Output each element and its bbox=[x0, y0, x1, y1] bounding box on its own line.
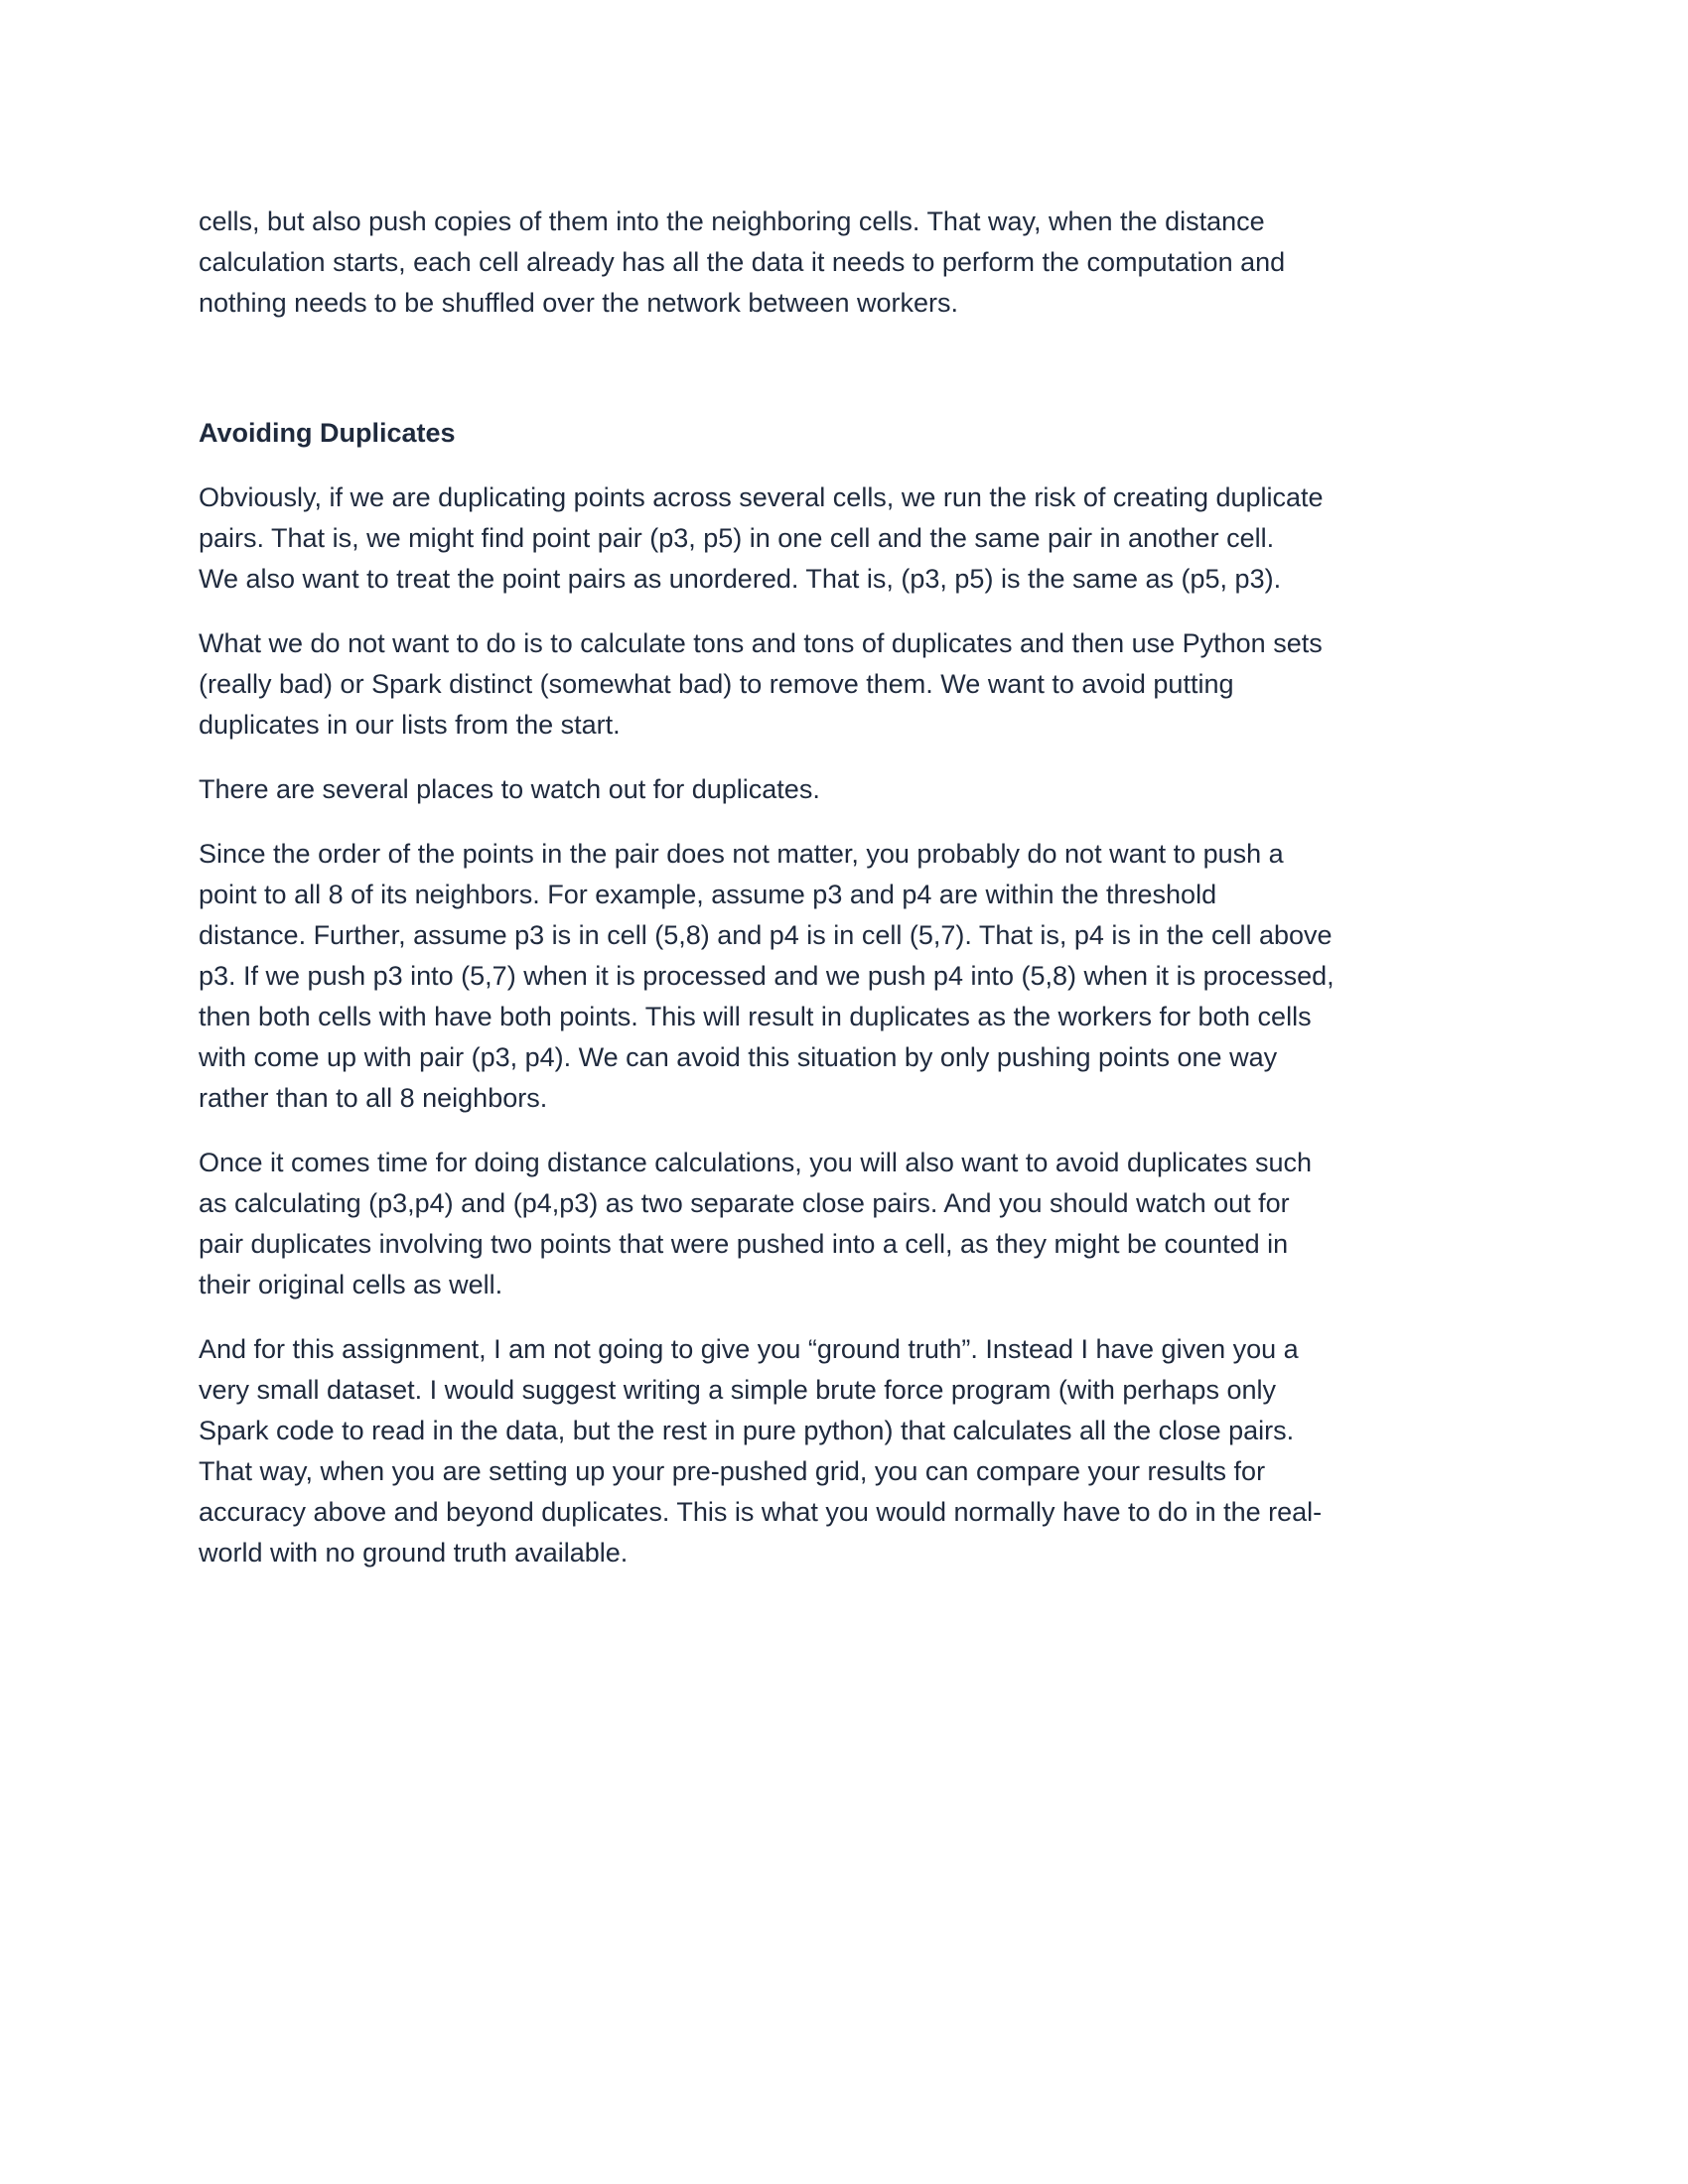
document-page bbox=[199, 202, 1489, 1597]
intro-paragraph bbox=[199, 202, 1489, 324]
text-line: as calculating (p3,p4) and (p4,p3) as two separate close pairs. And you should watch out for bbox=[199, 1188, 1290, 1218]
text-line: cells, but also push copies of them into the neighboring cells. That way, when the distance bbox=[199, 206, 1265, 236]
text-line: p3. If we push p3 into (5,7) when it is processed and we push p4 into (5,8) when it is processed, bbox=[199, 961, 1335, 991]
text-line: That way, when you are setting up your pre-pushed grid, you can compare your results for bbox=[199, 1456, 1266, 1486]
text-line: nothing needs to be shuffled over the network between workers. bbox=[199, 288, 958, 318]
paragraph-watch-out bbox=[199, 769, 1489, 810]
paragraph-avoid-sets bbox=[199, 623, 1489, 746]
text-line: Since the order of the points in the pair does not matter, you probably do not want to push a bbox=[199, 839, 1284, 869]
text-line: rather than to all 8 neighbors. bbox=[199, 1083, 548, 1113]
text-line: And for this assignment, I am not going to give you “ground truth”. Instead I have given you a bbox=[199, 1334, 1299, 1364]
text-line: distance. Further, assume p3 is in cell (5,8) and p4 is in cell (5,7). That is, p4 is in the cell above bbox=[199, 920, 1333, 950]
text-line: duplicates in our lists from the start. bbox=[199, 710, 621, 740]
text-line: Spark code to read in the data, but the rest in pure python) that calculates all the close pairs. bbox=[199, 1416, 1295, 1445]
text-line: calculation starts, each cell already has all the data it needs to perform the computation and bbox=[199, 247, 1286, 277]
paragraph-ground-truth bbox=[199, 1329, 1489, 1573]
text-line: (really bad) or Spark distinct (somewhat bad) to remove them. We want to avoid putting bbox=[199, 669, 1234, 699]
text-line: then both cells with have both points. This will result in duplicates as the workers for both cells bbox=[199, 1002, 1312, 1031]
text-line: pair duplicates involving two points that were pushed into a cell, as they might be counted in bbox=[199, 1229, 1289, 1259]
paragraph-distance-calculations bbox=[199, 1143, 1489, 1305]
paragraph-duplicating-points bbox=[199, 478, 1489, 600]
section-spacer bbox=[199, 347, 1489, 413]
text-line: accuracy above and beyond duplicates. This is what you would normally have to do in the real- bbox=[199, 1497, 1323, 1527]
text-line: their original cells as well. bbox=[199, 1270, 503, 1299]
paragraph-push-neighbors bbox=[199, 834, 1489, 1119]
text-line: very small dataset. I would suggest writing a simple brute force program (with perhaps only bbox=[199, 1375, 1276, 1405]
text-line: with come up with pair (p3, p4). We can avoid this situation by only pushing points one way bbox=[199, 1042, 1278, 1072]
text-line: Once it comes time for doing distance calculations, you will also want to avoid duplicates such bbox=[199, 1148, 1313, 1177]
text-line: There are several places to watch out for duplicates. bbox=[199, 774, 820, 804]
text-line: What we do not want to do is to calculate tons and tons of duplicates and then use Python sets bbox=[199, 628, 1323, 658]
text-line: pairs. That is, we might find point pair (p3, p5) in one cell and the same pair in another cell. bbox=[199, 523, 1275, 553]
text-line: Obviously, if we are duplicating points across several cells, we run the risk of creating duplicate bbox=[199, 482, 1324, 512]
section-heading: Avoiding Duplicates bbox=[199, 418, 456, 448]
text-line: point to all 8 of its neighbors. For example, assume p3 and p4 are within the threshold bbox=[199, 880, 1217, 909]
text-line: world with no ground truth available. bbox=[199, 1538, 629, 1568]
text-line: We also want to treat the point pairs as unordered. That is, (p3, p5) is the same as (p5, p3). bbox=[199, 564, 1282, 594]
